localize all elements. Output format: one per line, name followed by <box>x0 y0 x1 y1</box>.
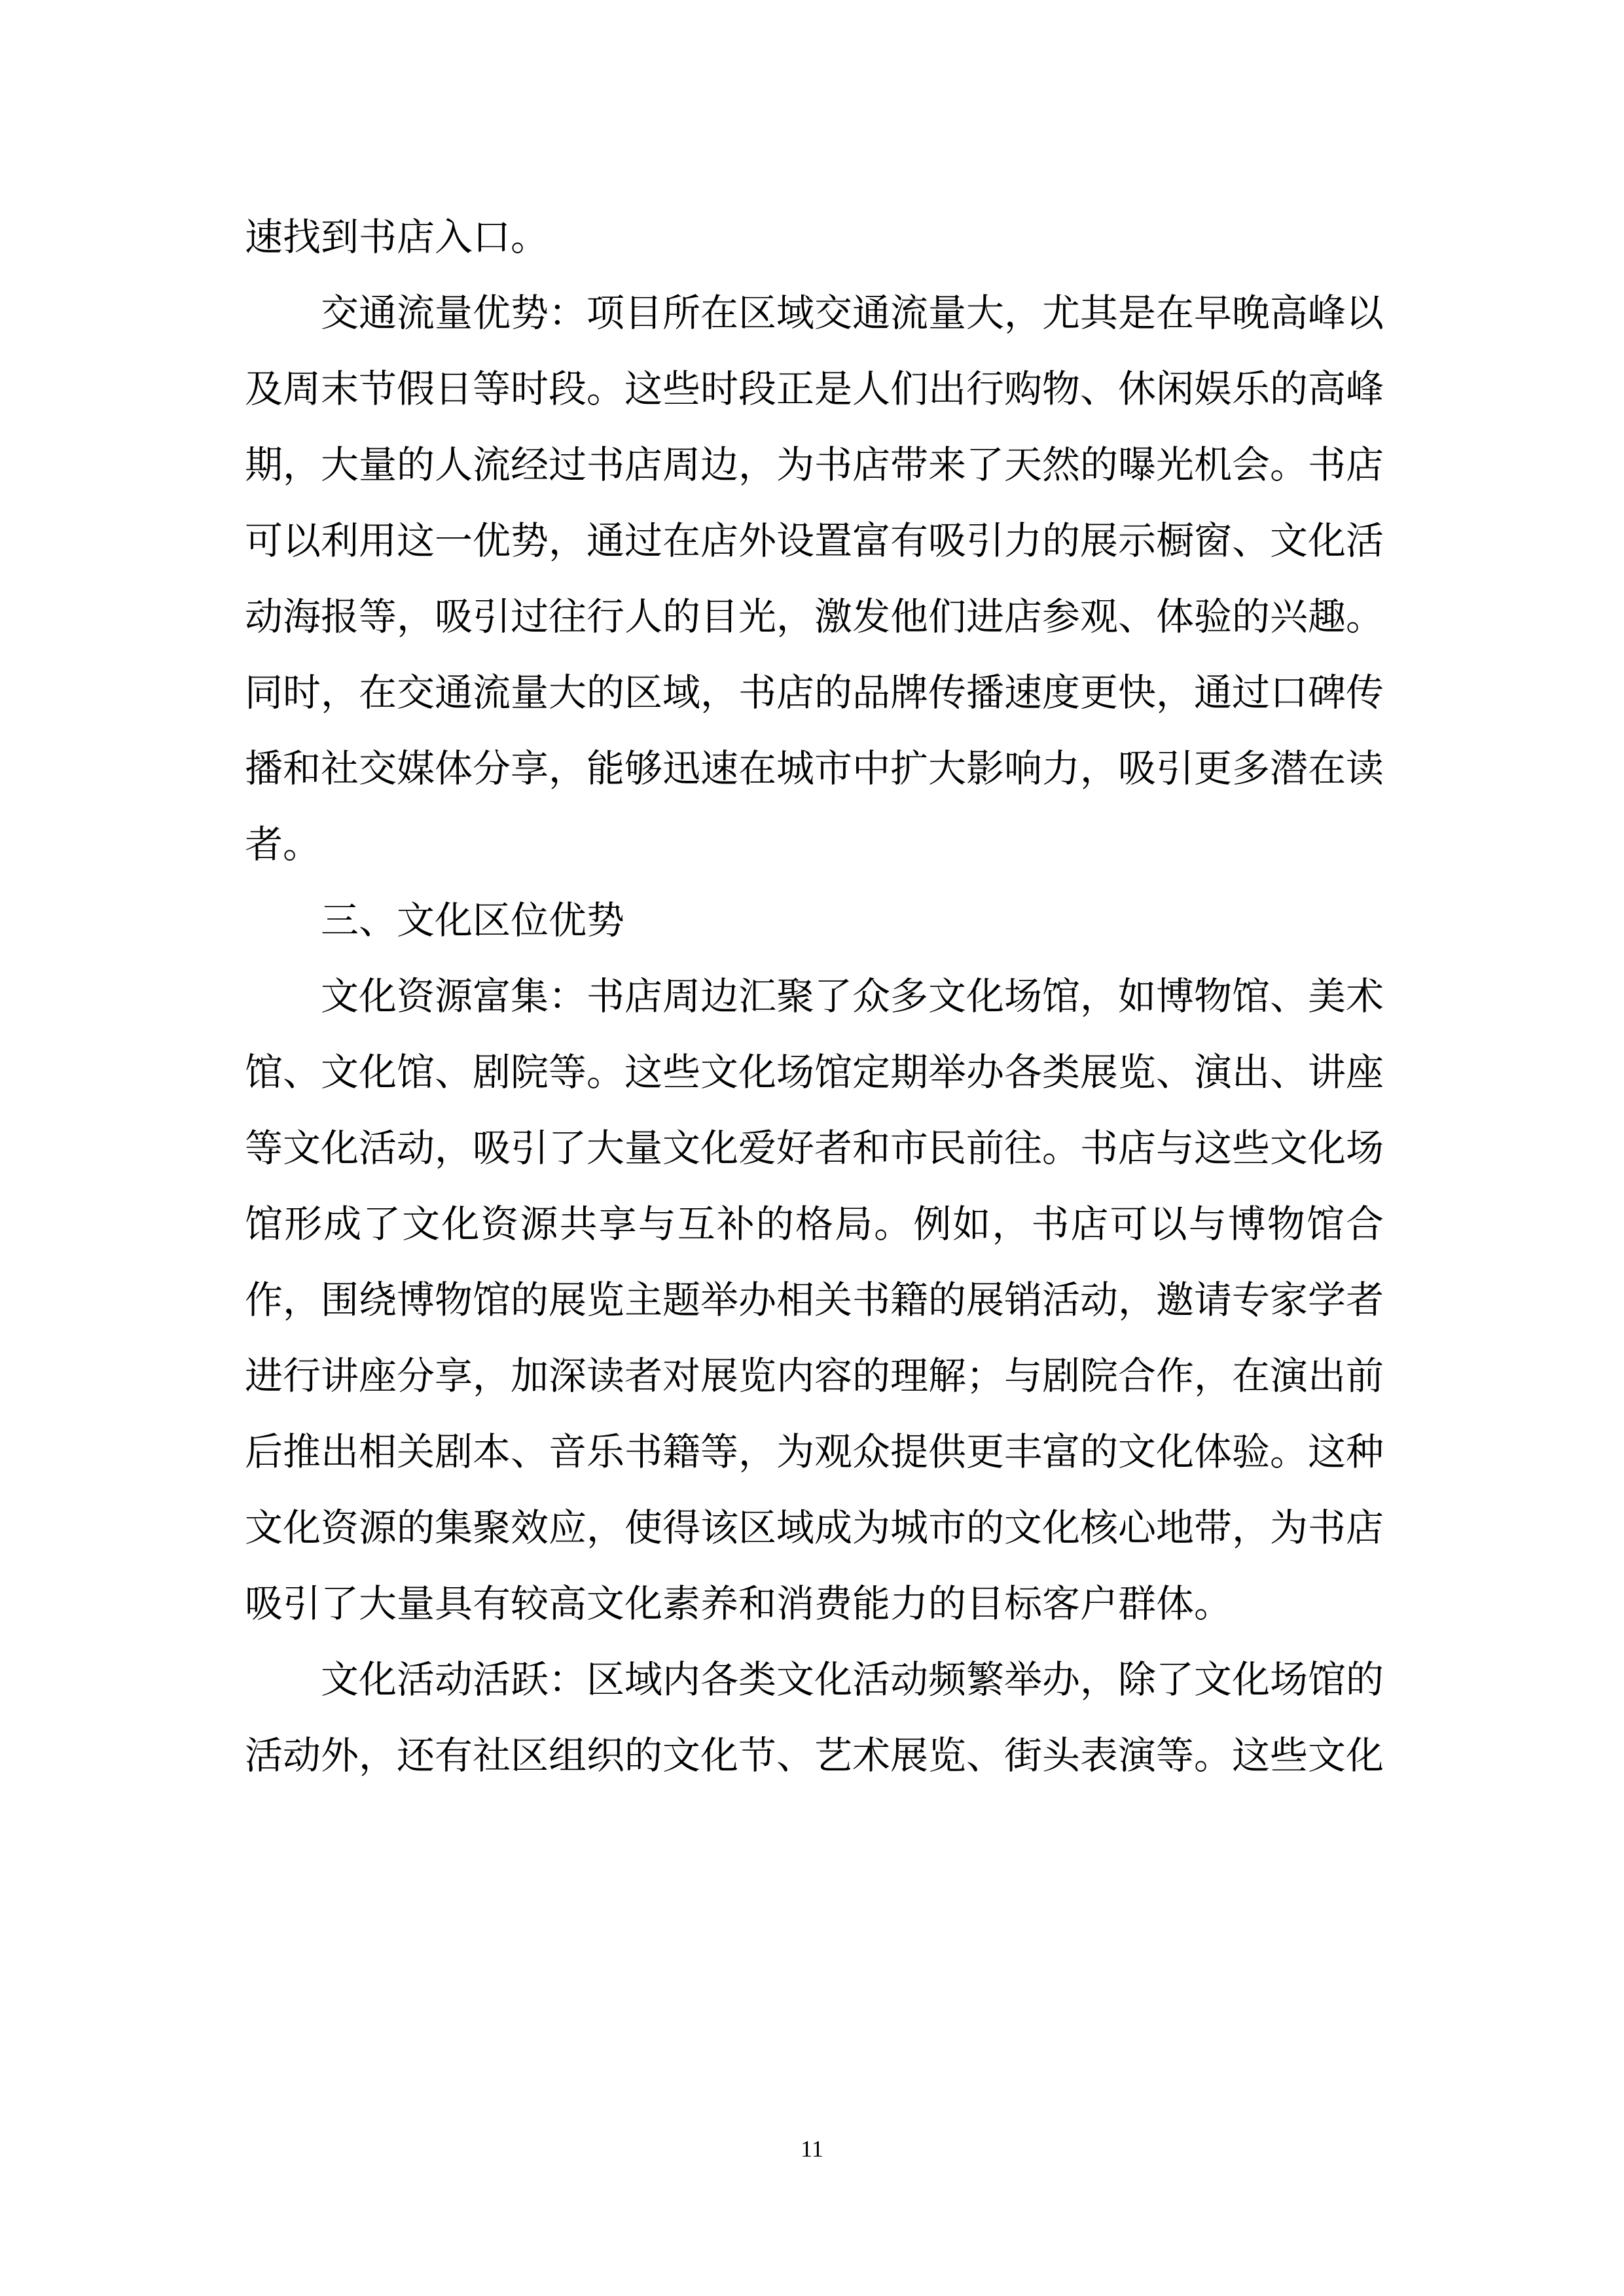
page-number: 11 <box>801 2136 823 2162</box>
paragraph-traffic-advantage: 交通流量优势：项目所在区域交通流量大，尤其是在早晚高峰以及周末节假日等时段。这些时段正是人们出行购物、休闲娱乐的高峰期，大量的人流经过书店周边，为书店带来了天然的曝光机会。书店可以利用这一优势，通过在店外设置富有吸引力的展示橱窗、文化活动海报等，吸引过往行人的目光，激发他们进店参观、体验的兴趣。同时，在交通流量大的区域，书店的品牌传播速度更快，通过口碑传播和社交媒体分享，能够迅速在城市中扩大影响力，吸引更多潜在读者。 <box>245 291 1384 867</box>
section-heading: 三、文化区位优势 <box>321 898 625 942</box>
paragraph-cultural-resources: 文化资源富集：书店周边汇聚了众多文化场馆，如博物馆、美术馆、文化馆、剧院等。这些文化场馆定期举办各类展览、演出、讲座等文化活动，吸引了大量文化爱好者和市民前往。书店与这些文化场馆形成了文化资源共享与互补的格局。例如，书店可以与博物馆合作，围绕博物馆的展览主题举办相关书籍的展销活动，邀请专家学者进行讲座分享，加深读者对展览内容的理解；与剧院合作，在演出前后推出相关剧本、音乐书籍等，为观众提供更丰富的文化体验。这种文化资源的集聚效应，使得该区域成为城市的文化核心地带，为书店吸引了大量具有较高文化素养和消费能力的目标客户群体。 <box>245 974 1384 1626</box>
paragraph-cultural-activities: 文化活动活跃：区域内各类文化活动频繁举办，除了文化场馆的活动外，还有社区组织的文化节、艺术展览、街头表演等。这些文化 <box>245 1657 1384 1778</box>
paragraph-continuation: 速找到书店入口。 <box>245 215 549 259</box>
body-text <box>245 199 1384 1793</box>
